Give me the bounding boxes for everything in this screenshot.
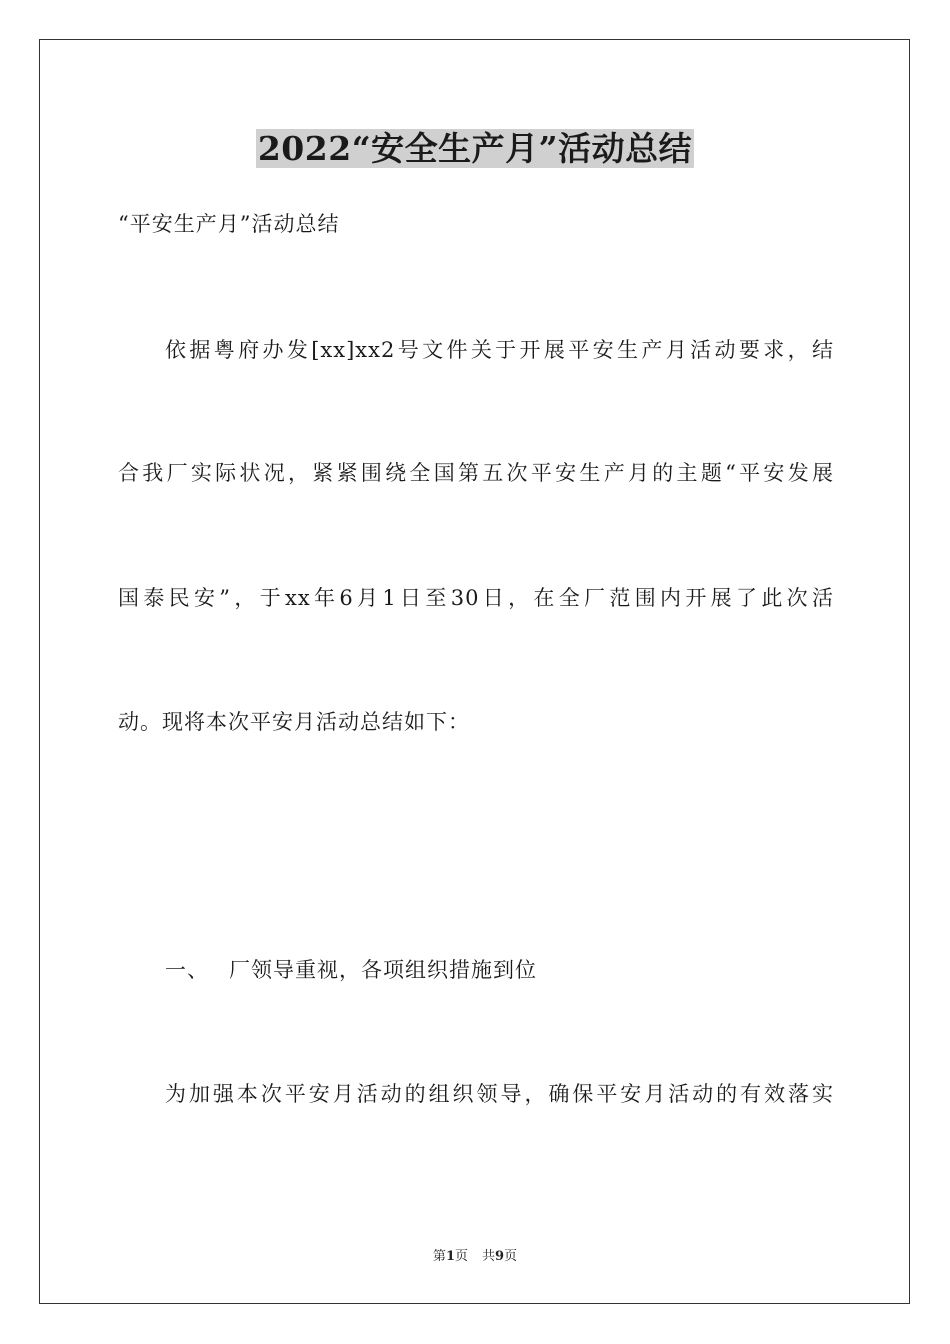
footer-page-prefix: 第 [432, 1249, 446, 1264]
paragraph-line: 为加强本次平安月活动的组织领导，确保平安月活动的有效落实 [165, 1082, 834, 1106]
document-title-text: 2022“安全生产月”活动总结 [257, 129, 693, 168]
footer-total-label: 页 [504, 1249, 518, 1264]
footer-page-total: 9 [495, 1249, 505, 1264]
document-subtitle: “平安生产月”活动总结 [118, 212, 340, 236]
section-heading [165, 955, 537, 985]
paragraph-line: 国泰民安”，于xx年6月1日至30日，在全厂范围内开展了此次活 [118, 586, 834, 610]
footer-total-prefix: 共 [482, 1249, 496, 1264]
document-title [0, 124, 950, 174]
section-heading-text: 厂领导重视，各项组织措施到位 [229, 958, 537, 982]
page-footer [0, 1248, 950, 1266]
paragraph-line: 动。现将本次平安月活动总结如下： [118, 710, 470, 734]
paragraph-line: 依据粤府办发[xx]xx2号文件关于开展平安生产月活动要求，结 [165, 338, 834, 362]
footer-page-label: 页 [454, 1249, 468, 1264]
footer-page-current: 1 [445, 1249, 455, 1264]
section-number: 一、 [165, 958, 209, 982]
paragraph-line: 合我厂实际状况，紧紧围绕全国第五次平安生产月的主题“平安发展 [118, 461, 834, 485]
